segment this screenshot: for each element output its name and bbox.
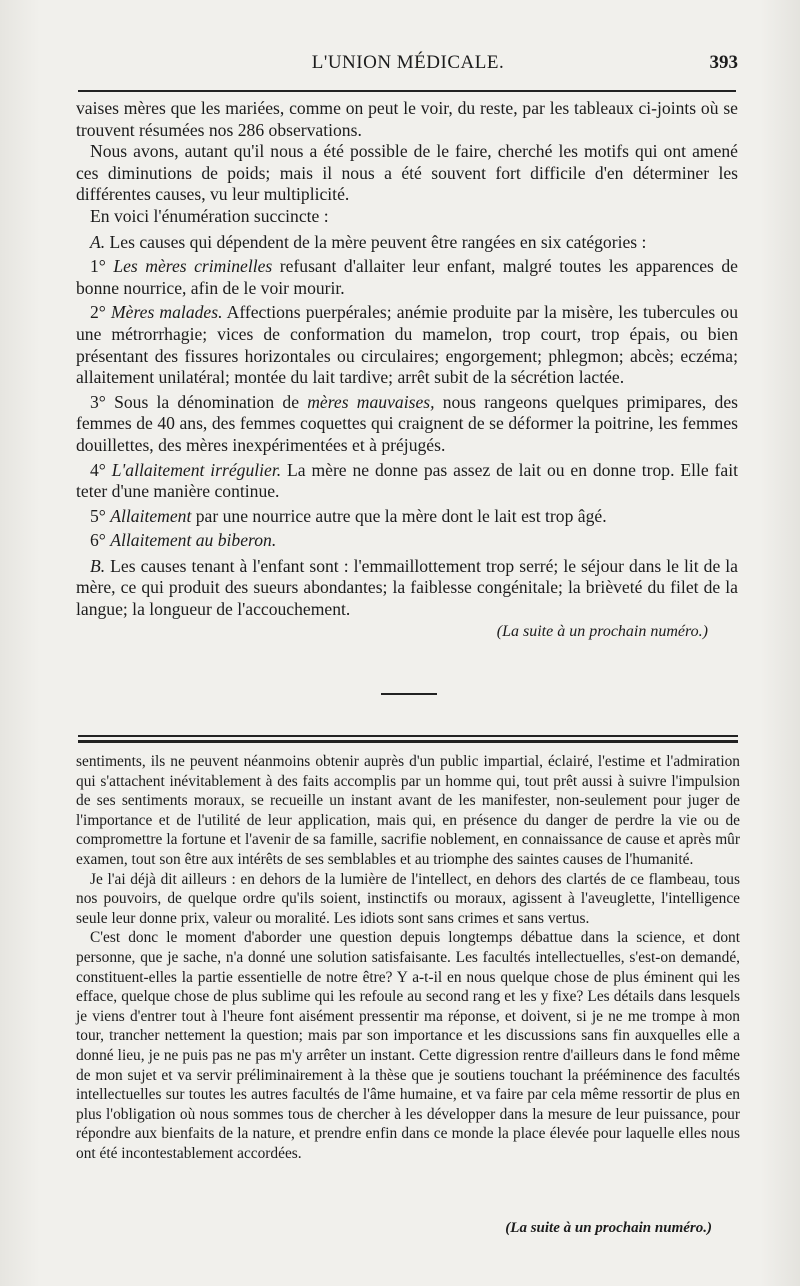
category-text: Sous la dénomination de bbox=[105, 391, 308, 412]
category-text: La mère ne donne pas assez de lait ou en donne trop. Elle fait teter d'une manière continue. bbox=[76, 459, 738, 502]
category-number: 2° bbox=[90, 302, 106, 323]
section-divider bbox=[381, 693, 437, 695]
article-paragraph: Nous avons, autant qu'il nous a été possible de le faire, cherché les motifs qui ont amené ces diminutions de poids; mais il nous a été souvent fort difficile d'en déterminer les différentes causes, vu leur multiplicité. bbox=[76, 141, 738, 205]
feuilleton-rule-top bbox=[78, 735, 738, 737]
feuilleton-paragraph: sentiments, ils ne peuvent néanmoins obtenir auprès d'un public impartial, éclairé, l'estime et l'admiration qui s'attachent inévitablement à des faits accomplis par un homme qui, tout prêt aussi à suivre l'impulsion de ses sentiments moraux, se recueille un instant avant de les manifester, non-seulement pour juger de l'importance et de l'utilité de leur application, mais qui, en présence du danger de perdre la vie ou de compromettre la fortune et l'avenir de sa famille, sacrifie noblement, en connaissance de cause et après mûr examen, tout son être aux intérêts de ses semblables et au triomphe des saintes causes de l'humanité. bbox=[76, 753, 740, 868]
category-title: Mères malades. bbox=[110, 302, 223, 323]
category-text: par une nourrice autre que la mère dont le lait est trop âgé. bbox=[191, 505, 607, 526]
feuilleton-rule-bottom bbox=[78, 740, 738, 743]
category-text: refusant d'allaiter leur enfant, malgré toutes les apparences de bonne nourrice, afin de le voir mourir. bbox=[76, 256, 738, 298]
page-number: 393 bbox=[709, 52, 738, 73]
category-number: 4° bbox=[90, 459, 106, 480]
category-text: Affections puerpérales; anémie produite par la misère, les tubercules ou une métrorrhagie; vices de conformation du mamelon, trop court, trop épais, ou bien présentant des fissures horizontales ou circulaires; engorgement; phlegmon; abcès; eczéma; allaitement unilatéral; montée du lait tardive; arrêt subit de la sécrétion lactée. bbox=[76, 302, 738, 388]
category-number: 6° bbox=[90, 530, 106, 551]
category-title: mères mauvaises, bbox=[307, 391, 435, 412]
category-number: 1° bbox=[90, 256, 106, 277]
section-label: A. bbox=[90, 231, 106, 252]
main-article bbox=[76, 98, 738, 642]
category-title: Les mères criminelles bbox=[113, 256, 273, 277]
category-4 bbox=[76, 460, 738, 503]
section-text: Les causes qui dépendent de la mère peuvent être rangées en six catégories : bbox=[105, 231, 647, 252]
category-text: nous rangeons quelques primipares, des femmes de 40 ans, des femmes coquettes qui craignent de se déformer la poitrine, les femmes douillettes, des mères inexpérimentées et à préjugés. bbox=[76, 391, 738, 455]
category-title: Allaitement bbox=[110, 505, 192, 526]
article-paragraph: vaises mères que les mariées, comme on peut le voir, du reste, par les tableaux ci-joints où se trouvent résumées nos 286 observations. bbox=[76, 98, 738, 140]
category-title: Allaitement au biberon. bbox=[110, 530, 277, 551]
header-rule bbox=[78, 90, 736, 92]
feuilleton-paragraph: Je l'ai déjà dit ailleurs : en dehors de la lumière de l'intellect, en dehors des clartés de ce flambeau, tous nos pouvoirs, de quelque ordre qu'ils soient, instinctifs ou moraux, agissent à l'aveuglette, l'intelligence seule leur donne prix, valeur ou moralité. Les idiots sont sans crimes et sans vertus. bbox=[76, 870, 740, 927]
journal-title: L'UNION MÉDICALE. bbox=[311, 52, 505, 73]
running-header bbox=[78, 50, 738, 84]
section-a bbox=[76, 232, 738, 254]
category-6 bbox=[76, 530, 738, 552]
category-3 bbox=[76, 392, 738, 457]
continued-notice-feuilleton: (La suite à un prochain numéro.) bbox=[505, 1220, 712, 1236]
section-label: B. bbox=[90, 555, 106, 576]
continued-notice: (La suite à un prochain numéro.) bbox=[496, 622, 708, 640]
article-paragraph: En voici l'énumération succincte : bbox=[90, 205, 329, 226]
feuilleton-paragraph: C'est donc le moment d'aborder une question depuis longtemps débattue dans la science, et dont personne, que je sache, n'a donné une solution satisfaisante. Les facultés intellectuelles, s'est-on demandé, constituent-elles la partie essentielle de notre être? Y a-t-il en nous quelque chose de plus éminent qui les efface, quelque chose de plus sublime qui les refoule au second rang et les y fixe? Les détails dans lesquels je viens d'entrer tout à l'heure font aisément pressentir ma réponse, et doivent, si je ne me trompe à mon tour, trancher nettement la question; mais par son importance et les discussions sans fin auxquelles elle a donné lieu, je ne puis pas ne pas m'y arrêter un instant. Cette digression rentre d'ailleurs dans le fond même de mon sujet et va servir préliminairement à la thèse que je soutiens touchant la prééminence des facultés intellectuelles sur toutes les autres facultés de l'âme humaine, et va faire par cela même ressortir de plus en plus l'obligation où nous sommes tous de chercher à les développer dans la mesure de leur puissance, pour répondre aux bienfaits de la nature, et prendre enfin dans ce monde la place élevée pour laquelle elles nous ont été incontestablement accordées. bbox=[76, 929, 740, 1162]
category-2 bbox=[76, 302, 738, 388]
category-5 bbox=[76, 506, 738, 528]
category-title: L'allaitement irrégulier. bbox=[111, 459, 282, 480]
category-number: 5° bbox=[90, 505, 106, 526]
section-text: Les causes tenant à l'enfant sont : l'emmaillottement trop serré; le séjour dans le lit de la mère, ce qui produit des sueurs abondantes; la faiblesse congénitale; la brièveté du filet de la langue; la longueur de l'accouchement. bbox=[76, 555, 738, 620]
section-b bbox=[76, 556, 738, 621]
category-1 bbox=[76, 256, 738, 299]
feuilleton-article bbox=[76, 752, 740, 1163]
category-number: 3° bbox=[90, 391, 106, 412]
